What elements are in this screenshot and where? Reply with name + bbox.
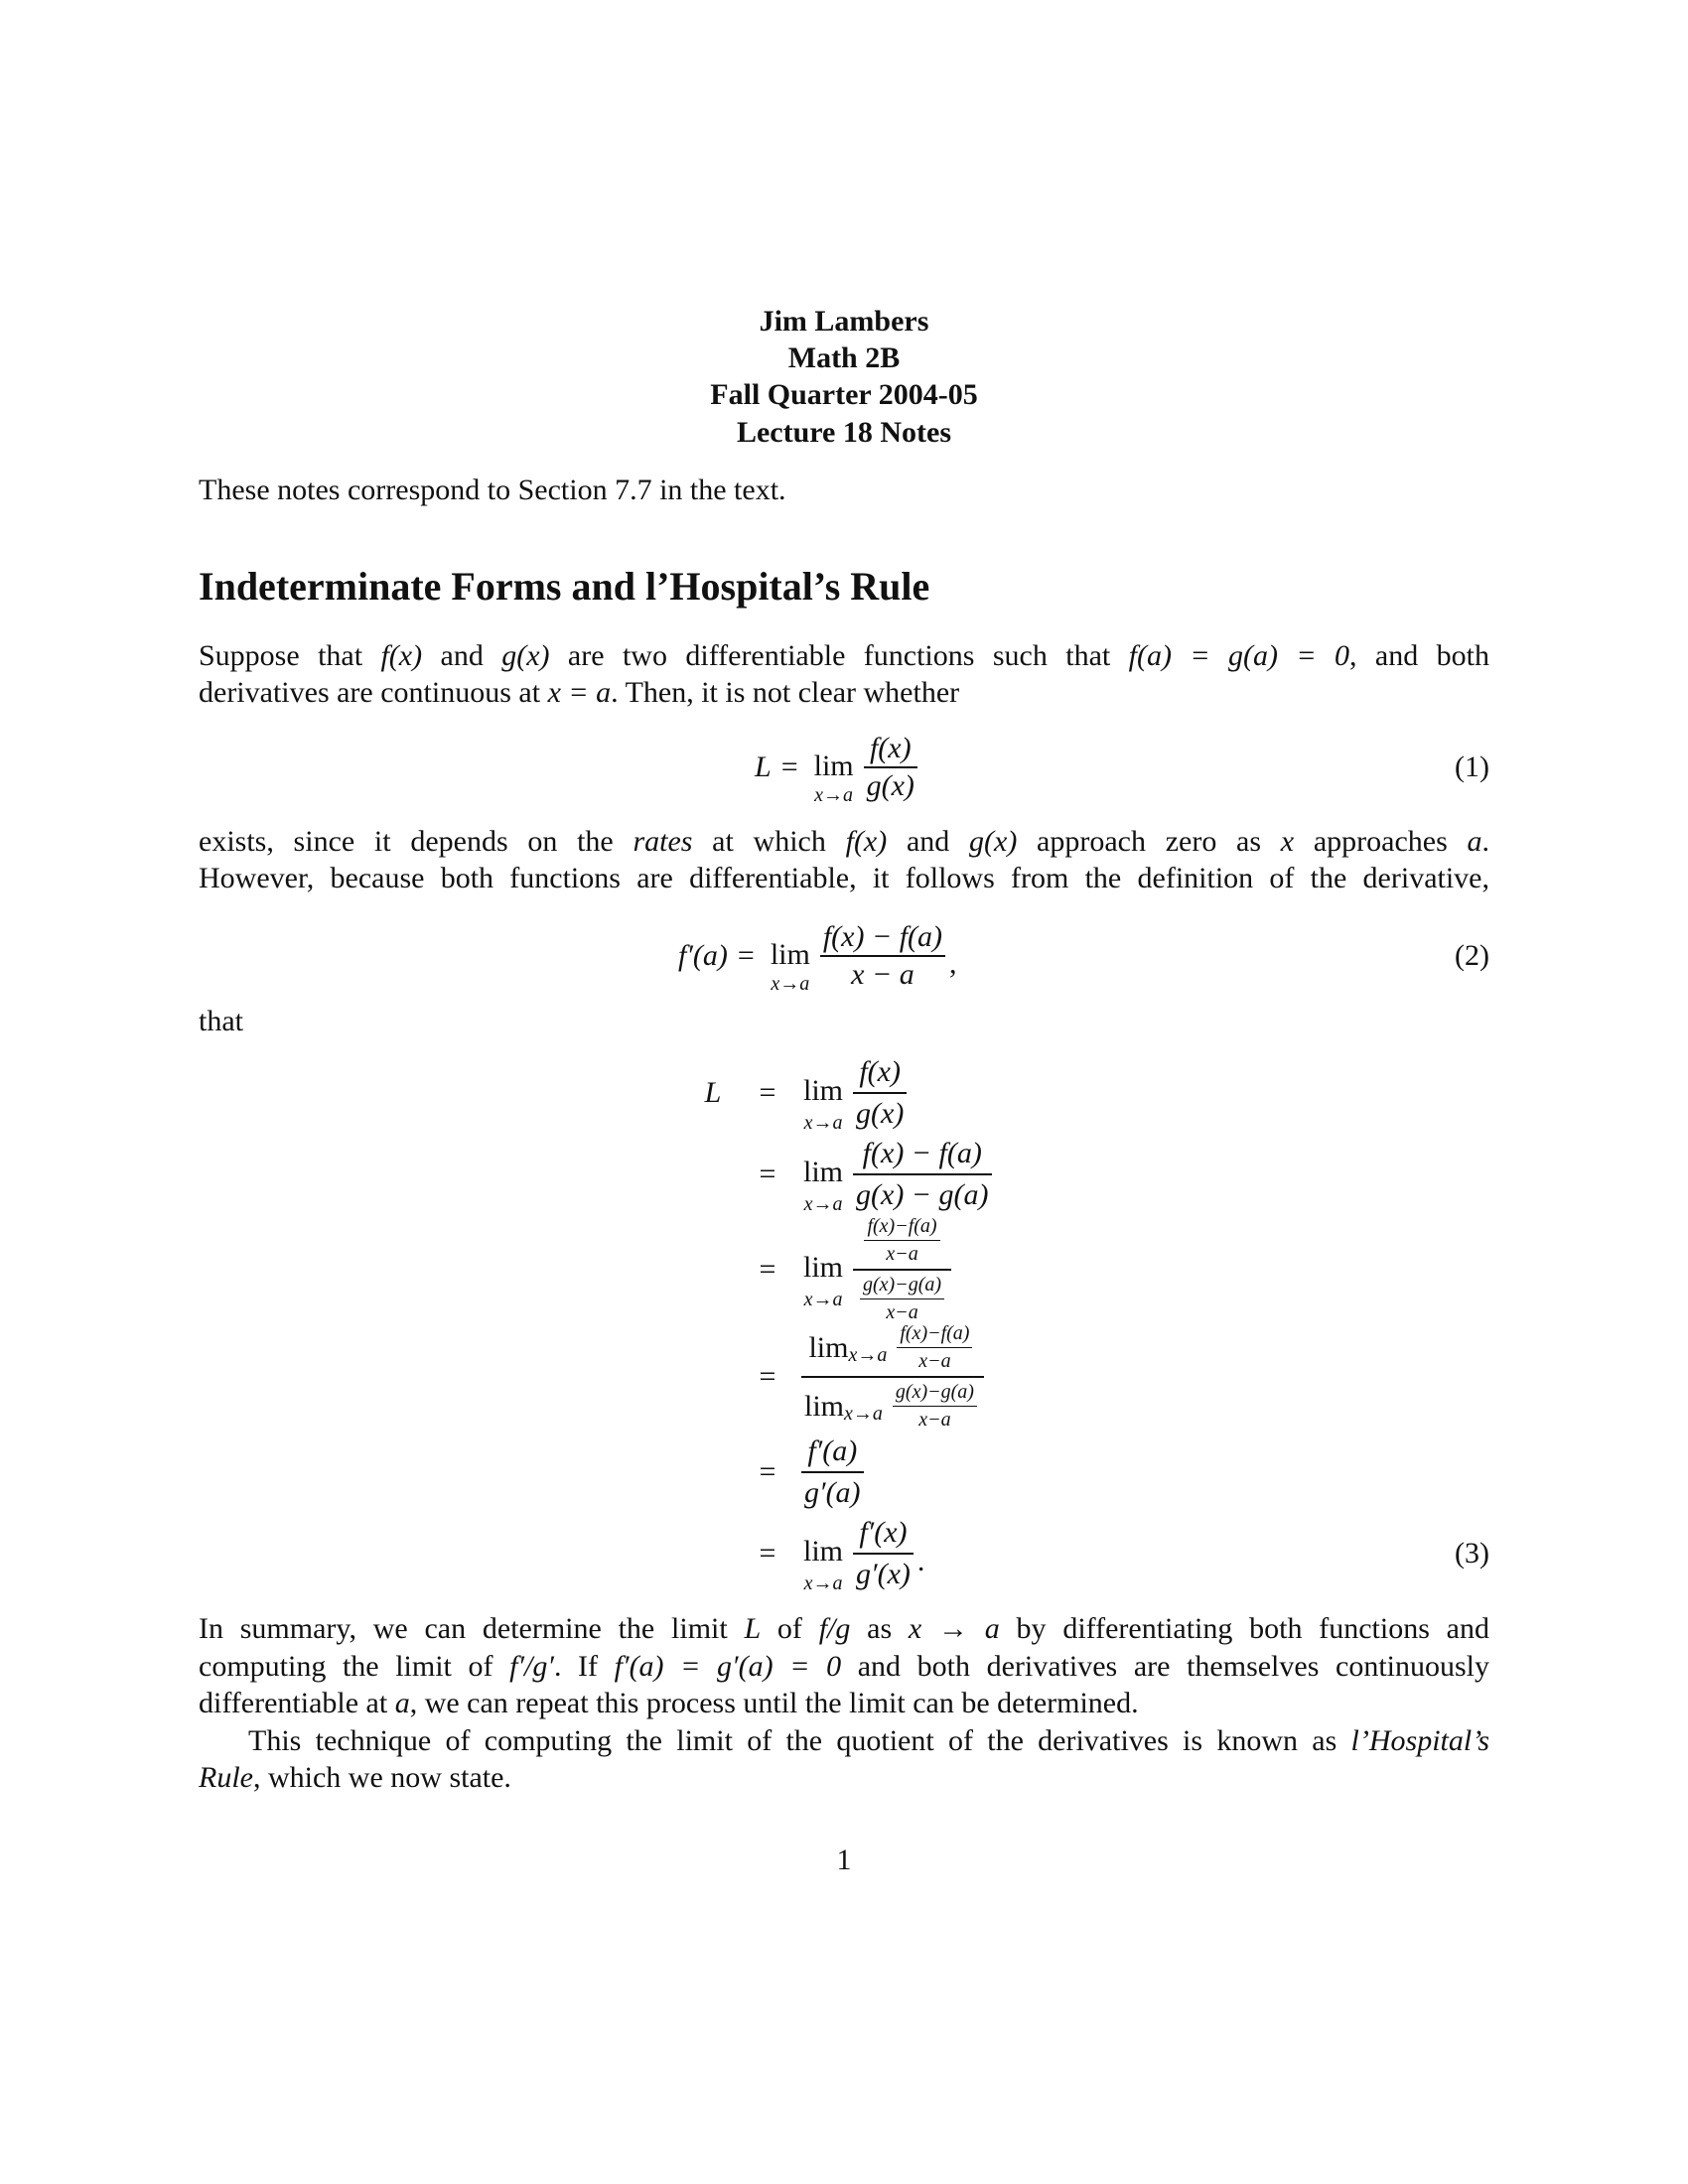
lim-subscript: x→a: [803, 1111, 843, 1134]
limit-operator: [770, 930, 810, 995]
text: as: [850, 1612, 909, 1645]
text: computing the limit of: [199, 1650, 510, 1683]
denominator: x−a: [918, 1350, 951, 1372]
limit-operator: [803, 1146, 844, 1215]
math-condition: f′(a) = g′(a) = 0: [614, 1650, 842, 1683]
derivation-row-2: [688, 1137, 996, 1215]
lim-subscript: x→a: [771, 973, 810, 995]
text: and: [887, 825, 970, 858]
ratio-of-limits: [801, 1322, 984, 1432]
paragraph-3-line-3: [199, 1689, 1139, 1718]
derivation-row-1: [688, 1055, 911, 1134]
text: Suppose that: [199, 639, 381, 672]
text: approach zero as: [1017, 825, 1281, 858]
author-name: Jim Lambers: [759, 305, 929, 338]
lim-subscript: x→a: [814, 784, 854, 806]
emphasis-rates: rates: [633, 825, 693, 858]
numerator: g(x)−g(a): [863, 1274, 942, 1296]
fraction-bar: [853, 1173, 992, 1175]
text: and: [422, 639, 502, 672]
denominator: x−a: [886, 1301, 918, 1323]
text: .: [1481, 825, 1489, 858]
fraction-bar: [853, 1553, 914, 1555]
paragraph-1-line-2: [199, 678, 959, 708]
text: derivatives are continuous at: [199, 676, 548, 709]
lim-subscript: x→a: [803, 1571, 843, 1594]
derivation-row-3: [688, 1215, 955, 1324]
denominator: [801, 1381, 984, 1432]
text: at which: [692, 825, 846, 858]
page-number: 1: [836, 1843, 852, 1876]
fraction-bar: [864, 766, 917, 768]
text: are two differentiable functions such that: [549, 639, 1129, 672]
course-name: Math 2B: [787, 341, 901, 374]
eq-relation: =: [759, 1253, 776, 1286]
text: by differentiating both functions and: [999, 1612, 1489, 1645]
lim-text: lim: [803, 1155, 844, 1188]
numerator: f(x): [859, 1055, 901, 1088]
limit-operator: [803, 1525, 844, 1594]
fraction-bar: [897, 1347, 972, 1348]
lim-subscript: x→a: [844, 1403, 883, 1425]
lim-subscript: x→a: [848, 1344, 888, 1366]
fraction: [853, 1516, 914, 1591]
numerator: [857, 1215, 946, 1266]
math-a: a: [1467, 825, 1482, 858]
limit-operator: [813, 742, 854, 806]
denominator: g(x): [866, 769, 914, 802]
numerator: f(x)−f(a): [900, 1322, 970, 1344]
fraction-bar: [820, 955, 945, 957]
numerator: g(x)−g(a): [895, 1381, 974, 1403]
paragraph-2-line-2: However, because both functions are differentiable, it follows from the definition of the derivative,: [199, 862, 1489, 894]
lim-text: lim: [804, 1389, 845, 1423]
lim-subscript: x→a: [803, 1192, 843, 1215]
fraction-bar: [801, 1376, 984, 1378]
fraction: [853, 1137, 992, 1212]
fraction-bar: [801, 1471, 864, 1473]
denominator: g′(a): [804, 1476, 861, 1509]
fraction: [820, 922, 945, 990]
text: . If: [553, 1650, 615, 1683]
denominator: g(x): [856, 1097, 905, 1130]
punctuation: .: [916, 1545, 925, 1577]
text: , we can repeat this process until the limit can be determined.: [409, 1687, 1139, 1719]
limit-operator: [803, 1064, 844, 1134]
intro-text: These notes correspond to Section 7.7 in the text.: [199, 474, 786, 506]
inner-fraction: [893, 1381, 977, 1432]
equation-number-3: (3): [1455, 1537, 1489, 1570]
term: Fall Quarter 2004-05: [710, 378, 978, 411]
text: differentiable at: [199, 1687, 395, 1719]
math-x-to-a: x → a: [908, 1612, 1000, 1645]
fraction-bar: [893, 1406, 977, 1407]
fraction-bar: [860, 1298, 944, 1299]
text: , and both: [1349, 639, 1489, 672]
denominator: x − a: [851, 958, 914, 991]
numerator: f′(x): [859, 1516, 908, 1549]
inner-fraction: [864, 1215, 939, 1266]
eq-relation: =: [759, 1158, 776, 1190]
equation-number-2: (2): [1455, 939, 1489, 972]
compound-fraction: [853, 1215, 951, 1324]
eq-lhs: L: [704, 1076, 722, 1109]
fraction: [853, 1055, 907, 1131]
paragraph-4-line-1: [248, 1726, 1489, 1756]
numerator: [805, 1322, 979, 1373]
text: of: [761, 1612, 819, 1645]
denominator: g(x) − g(a): [856, 1178, 989, 1211]
eq-lhs: L: [755, 751, 772, 783]
connector-text: that: [199, 1005, 243, 1037]
equation-1: [755, 732, 921, 806]
math-fx: f(x): [845, 825, 888, 858]
emphasis-term: Rule: [199, 1761, 253, 1794]
numerator: f(x) − f(a): [862, 1137, 982, 1169]
lim-text: lim: [770, 938, 810, 971]
text: . Then, it is not clear whether: [611, 676, 960, 709]
punctuation: ,: [949, 947, 957, 980]
math-fprime-over-gprime: f′/g′: [509, 1650, 554, 1683]
section-title: Indeterminate Forms and l’Hospital’s Rule: [199, 564, 930, 609]
inner-fraction: [897, 1322, 972, 1373]
derivation-row-4: [688, 1322, 988, 1432]
math-f-over-g: f/g: [818, 1612, 851, 1645]
fraction-bar: [853, 1269, 951, 1271]
math-fx: f(x): [380, 639, 423, 672]
math-gx: g(x): [969, 825, 1018, 858]
denominator: x−a: [918, 1409, 951, 1431]
numerator: f(x) − f(a): [822, 920, 943, 953]
text: In summary, we can determine the limit: [199, 1612, 745, 1645]
denominator: [853, 1274, 951, 1324]
fraction: [864, 734, 917, 801]
lim-text: lim: [803, 1073, 844, 1107]
derivation-row-5: [688, 1434, 868, 1510]
fraction-bar: [864, 1240, 939, 1241]
lim-text: lim: [808, 1330, 849, 1364]
fraction: [801, 1434, 864, 1510]
text: approaches: [1294, 825, 1468, 858]
lim-text: lim: [813, 750, 854, 782]
eq-relation: =: [737, 939, 755, 972]
lim-subscript: x→a: [803, 1288, 843, 1310]
math-x-eq-a: x = a: [547, 676, 612, 709]
text: exists, since it depends on the: [199, 825, 633, 858]
lim-text: lim: [803, 1250, 844, 1284]
equation-2: [678, 920, 957, 995]
emphasis-term: l’Hospital’s: [1350, 1724, 1489, 1757]
limit-operator: [803, 1241, 844, 1310]
text: , which we now state.: [252, 1761, 511, 1794]
paragraph-4-line-2: [199, 1763, 511, 1793]
paragraph-1-line-1: [199, 641, 1489, 671]
fraction-bar: [853, 1092, 907, 1094]
denominator: g′(x): [856, 1558, 911, 1590]
lim-text: lim: [803, 1534, 844, 1568]
eq-relation: =: [780, 751, 798, 783]
math-x: x: [1280, 825, 1295, 858]
math-condition: f(a) = g(a) = 0: [1128, 639, 1350, 672]
denominator: x−a: [886, 1243, 918, 1265]
equation-number-1: (1): [1455, 751, 1489, 783]
math-L: L: [744, 1612, 762, 1645]
numerator: f(x): [869, 732, 912, 764]
math-a: a: [394, 1687, 410, 1719]
numerator: f′(a): [807, 1434, 858, 1467]
math-gx: g(x): [501, 639, 550, 672]
eq-relation: =: [759, 1455, 776, 1488]
eq-relation: =: [759, 1360, 776, 1393]
derivation-row-6: [688, 1516, 925, 1594]
paragraph-3-line-2: [199, 1652, 1489, 1682]
numerator: f(x)−f(a): [867, 1215, 937, 1237]
eq-relation: =: [759, 1076, 776, 1109]
text: This technique of computing the limit of the quotient of the derivatives is known as: [248, 1724, 1351, 1757]
text: and both derivatives are themselves continuously: [841, 1650, 1489, 1683]
paragraph-3-line-1: [199, 1614, 1489, 1644]
eq-relation: =: [759, 1537, 776, 1570]
lecture-title: Lecture 18 Notes: [736, 416, 952, 449]
inner-fraction: [860, 1274, 944, 1324]
eq-lhs: f′(a): [678, 939, 728, 972]
paragraph-2-line-1: [199, 827, 1489, 857]
